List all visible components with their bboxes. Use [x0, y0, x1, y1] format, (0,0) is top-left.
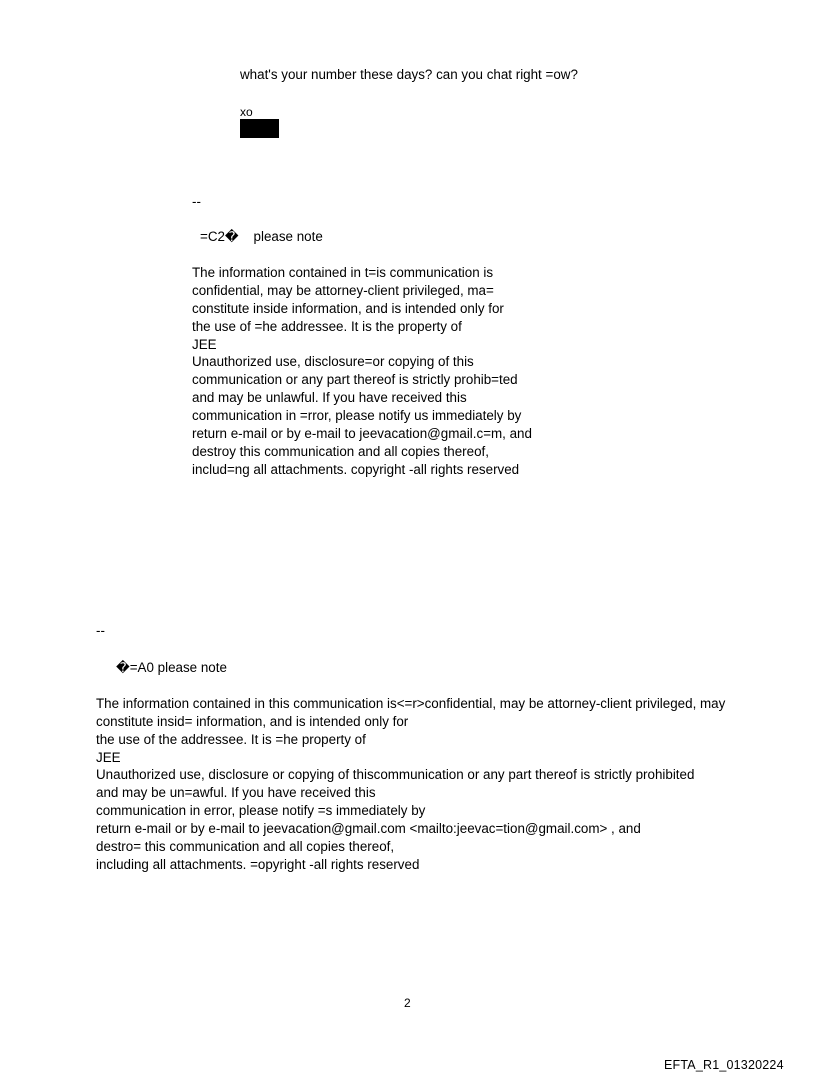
disclaimer-2-line: Unauthorized use, disclosure or copying of thiscommunication or any part thereof is strictly prohibited — [96, 767, 695, 782]
separator-1: -- — [192, 194, 201, 209]
disclaimer-2-line: and may be un=awful. If you have received this — [96, 785, 376, 800]
disclaimer-1-line: communication in =rror, please notify us immediately by — [192, 408, 522, 423]
disclaimer-2-line: constitute insid= information, and is intended only for — [96, 714, 409, 729]
disclaimer-2-line: The information contained in this communication is<=r>confidential, may be attorney-client privileged, may — [96, 696, 726, 711]
page-number: 2 — [404, 996, 411, 1010]
message-question: what's your number these days? can you chat right =ow? — [240, 67, 578, 82]
disclaimer-1-line: destroy this communication and all copies thereof, — [192, 444, 489, 459]
document-id: EFTA_R1_01320224 — [664, 1058, 784, 1072]
disclaimer-1-line: includ=ng all attachments. copyright -all rights reserved — [192, 462, 520, 477]
redaction-block — [240, 119, 279, 138]
disclaimer-2-line: the use of the addressee. It is =he property of — [96, 732, 366, 747]
disclaimer-1-line: Unauthorized use, disclosure=or copying of this — [192, 354, 474, 369]
disclaimer-1-line: The information contained in t=is communication is — [192, 265, 494, 280]
disclaimer-1-line: the use of =he addressee. It is the property of — [192, 319, 462, 334]
disclaimer-1-line: return e-mail or by e-mail to jeevacation@gmail.c=m, and — [192, 426, 532, 441]
message-signoff: xo — [240, 105, 253, 119]
disclaimer-1-line: and may be unlawful. If you have received this — [192, 390, 467, 405]
disclaimer-2-line: communication in error, please notify =s immediately by — [96, 803, 426, 818]
disclaimer-2-heading: �=A0 please note — [116, 660, 227, 675]
disclaimer-1-line: constitute inside information, and is intended only for — [192, 301, 504, 316]
disclaimer-1-line: JEE — [192, 337, 217, 352]
disclaimer-2-line: including all attachments. =opyright -all rights reserved — [96, 857, 420, 872]
disclaimer-2-line: return e-mail or by e-mail to jeevacation@gmail.com <mailto:jeevac=tion@gmail.com> , and — [96, 821, 641, 836]
disclaimer-1-line: communication or any part thereof is strictly prohib=ted — [192, 372, 518, 387]
separator-2: -- — [96, 623, 105, 638]
disclaimer-2-line: destro= this communication and all copies thereof, — [96, 839, 395, 854]
disclaimer-2-line: JEE — [96, 750, 121, 765]
disclaimer-1-line: confidential, may be attorney-client privileged, ma= — [192, 283, 494, 298]
disclaimer-1-heading: =C2� please note — [200, 229, 323, 244]
